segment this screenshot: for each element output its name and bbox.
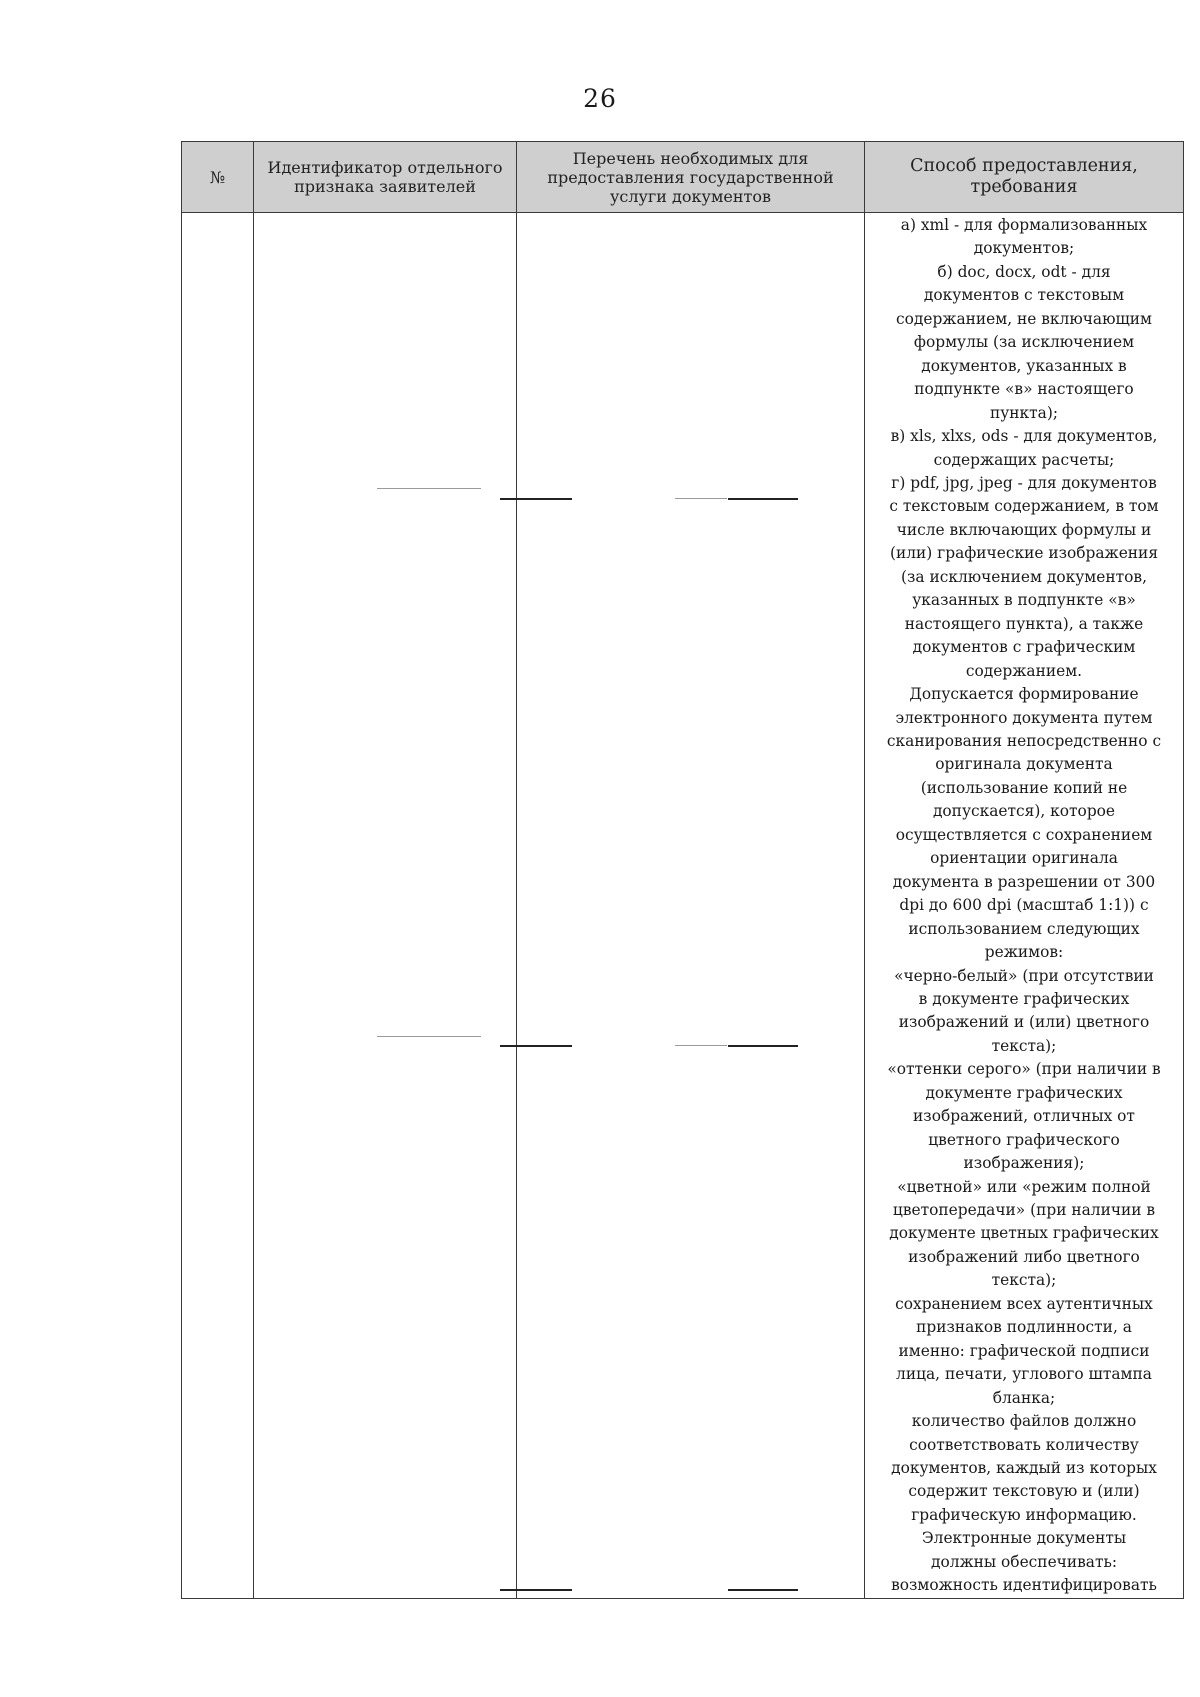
method-text-line: dpi до 600 dpi (масштаб 1:1)) с [899,896,1149,915]
scan-artifact [377,488,481,489]
method-text-line: документа в разрешении от 300 [892,872,1156,891]
method-text-line: бланка; [992,1388,1056,1407]
method-text-line: текста); [991,1271,1057,1290]
method-text-line: документов с текстовым [923,286,1125,305]
method-text-line: (за исключением документов, [900,567,1147,586]
method-text-line: «черно-белый» (при отсутствии [894,966,1154,985]
method-text-line: цветопередачи» (при наличии в [892,1201,1156,1220]
method-text-line: документе графических [925,1083,1123,1102]
method-text-line: сканирования непосредственно с [886,731,1162,750]
method-text-line: допускается), которое [932,802,1116,821]
method-text-line: пункта); [989,403,1059,422]
method-text-line: Допускается формирование [909,685,1139,704]
method-text-line: Электронные документы [921,1529,1127,1548]
cell-number [182,213,254,1599]
header-identifier: Идентификатор отдельного признака заявителей [254,142,517,213]
method-text-line: изображений и (или) цветного [898,1013,1150,1032]
scan-artifact [500,1589,572,1591]
method-text-line: соответствовать количеству [909,1435,1139,1454]
method-text-line: ориентации оригинала [930,849,1118,868]
cell-identifier [254,213,517,1599]
requirements-table [181,141,1184,1599]
method-text-line: именно: графической подписи [898,1341,1150,1360]
header-method: Способ предоставления, требования [865,142,1184,213]
method-text [865,213,1183,1598]
header-number: № [182,142,254,213]
method-text-line: должны обеспечивать: [930,1552,1118,1571]
method-text-line: сохранением всех аутентичных [895,1294,1153,1313]
method-text-line: содержанием. [965,661,1083,680]
method-text-line: осуществляется с сохранением [895,825,1153,844]
method-text-line: в) xls, xlxs, ods - для документов, [890,427,1158,446]
method-text-line: числе включающих формулы и [896,520,1152,539]
method-text-line: режимов: [984,943,1064,962]
scan-artifact [377,1036,481,1037]
header-documents: Перечень необходимых для предоставления государственной услуги документов [517,142,865,213]
method-text-line: цветного графического [928,1130,1120,1149]
page-number: 26 [583,84,617,113]
method-text-line: с текстовым содержанием, в том [889,497,1159,516]
method-text-line: электронного документа путем [895,708,1153,727]
method-text-line: текста); [991,1036,1057,1055]
method-text-line: документов, каждый из которых [891,1459,1157,1478]
scan-artifact [728,1045,798,1047]
method-text-line: содержанием, не включающим [895,309,1153,328]
cell-method [865,213,1184,1599]
scan-artifact [728,1589,798,1591]
method-text-line: (использование копий не [920,778,1128,797]
method-text-line: изображений, отличных от [913,1107,1135,1126]
method-text-line: содержит текстовую и (или) [908,1482,1140,1501]
scan-artifact [500,1045,572,1047]
method-text-line: оригинала документа [935,755,1113,774]
method-text-line: настоящего пункта), а также [904,614,1144,633]
method-text-line: документов, указанных в [921,356,1127,375]
method-text-line: изображений либо цветного [908,1247,1140,1266]
scan-artifact [500,498,572,500]
method-text-line: в документе графических [918,989,1130,1008]
method-text-line: признаков подлинности, а [916,1318,1132,1337]
method-text-line: «оттенки серого» (при наличии в [887,1060,1161,1079]
method-text-line: (или) графические изображения [889,544,1159,563]
method-text-line: лица, печати, углового штампа [896,1365,1152,1384]
method-text-line: документов; [973,239,1075,258]
method-text-line: «цветной» или «режим полной [897,1177,1151,1196]
method-text-line: количество файлов должно [911,1412,1137,1431]
method-text-line: указанных в подпункте «в» [912,591,1136,610]
scan-artifact [675,498,727,499]
method-text-line: документе цветных графических [889,1224,1159,1243]
method-text-line: б) doc, docx, odt - для [937,262,1111,281]
method-text-line: графическую информацию. [911,1505,1137,1524]
method-text-line: формулы (за исключением [913,333,1135,352]
cell-documents [517,213,865,1599]
method-text-line: изображения); [963,1154,1085,1173]
table-header-row [182,142,1184,213]
method-text-line: а) xml - для формализованных [900,216,1148,234]
scan-artifact [728,498,798,500]
method-text-line: документов с графическим [912,638,1136,657]
table-row [182,213,1184,1599]
scan-artifact [675,1045,727,1046]
method-text-line: подпункте «в» настоящего [914,380,1134,399]
method-text-line: использованием следующих [908,919,1140,938]
method-text-line: содержащих расчеты; [933,450,1115,469]
method-text-line: г) pdf, jpg, jpeg - для документов [891,473,1157,492]
method-text-line: возможность идентифицировать [891,1576,1157,1595]
